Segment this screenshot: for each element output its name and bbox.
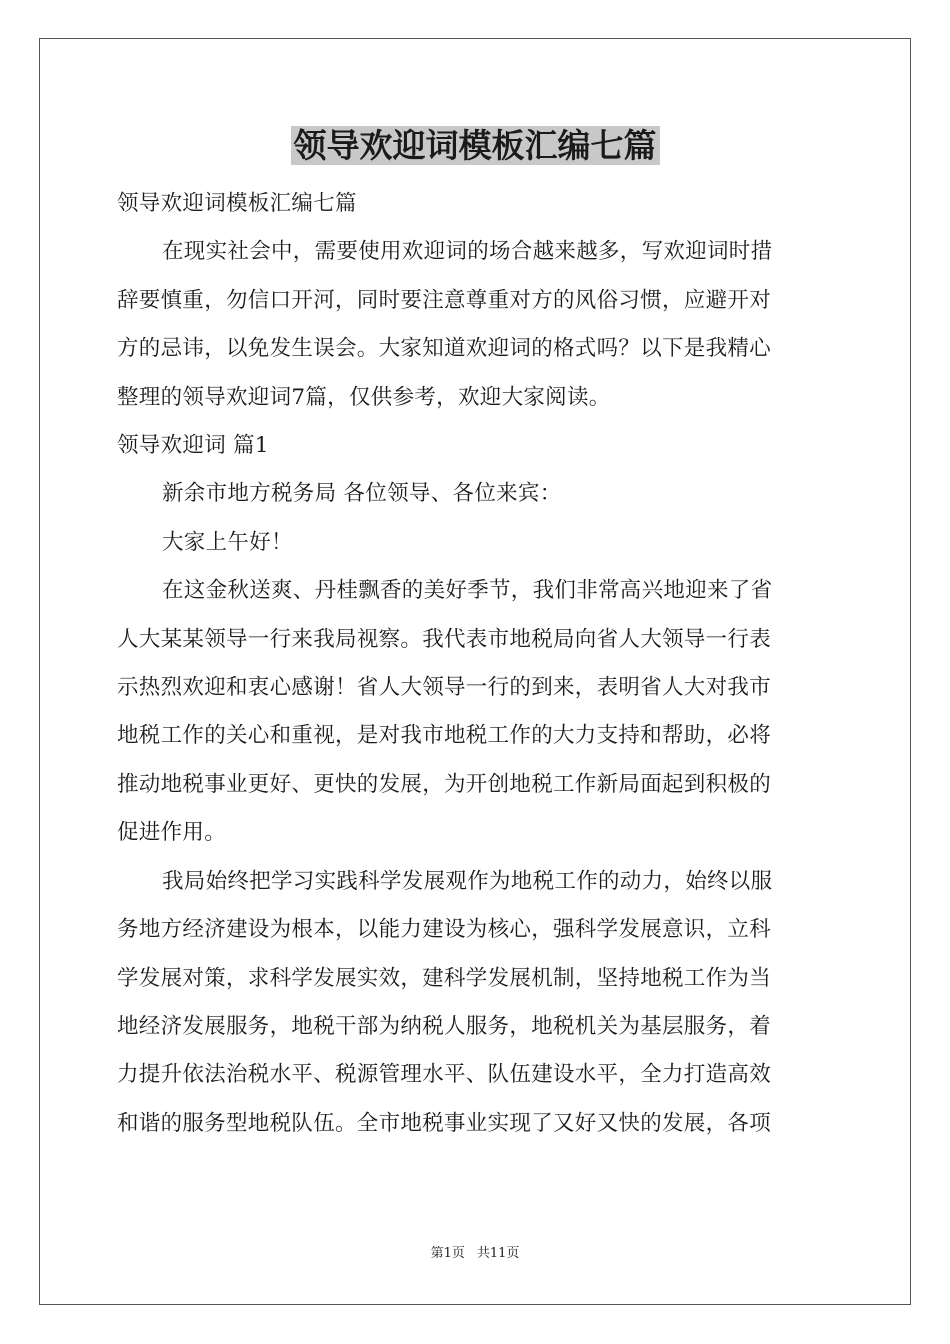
page-footer bbox=[0, 1244, 950, 1264]
paragraph-line: 力提升依法治税水平、税源管理水平、队伍建设水平，全力打造高效 bbox=[117, 1062, 772, 1088]
subtitle-line: 领导欢迎词模板汇编七篇 bbox=[117, 191, 357, 216]
greeting-line: 大家上午好！ bbox=[162, 529, 293, 555]
document-title bbox=[0, 122, 950, 170]
page-current: 第1页 bbox=[430, 1246, 465, 1261]
paragraph-line: 务地方经济建设为根本，以能力建设为核心，强科学发展意识，立科 bbox=[117, 917, 772, 943]
section-heading: 领导欢迎词 篇1 bbox=[117, 433, 269, 459]
page-total: 共11页 bbox=[476, 1246, 520, 1261]
intro-line: 整理的领导欢迎词7篇，仅供参考，欢迎大家阅读。 bbox=[117, 384, 611, 410]
intro-paragraph bbox=[117, 228, 833, 422]
paragraph-line: 我局始终把学习实践科学发展观作为地税工作的动力，始终以服 bbox=[162, 868, 773, 894]
salutation-line: 新余市地方税务局 各位领导、各位来宾： bbox=[162, 481, 562, 507]
paragraph-line: 人大某某领导一行来我局视察。我代表市地税局向省人大领导一行表 bbox=[117, 626, 772, 652]
paragraph-line: 在这金秋送爽、丹桂飘香的美好季节，我们非常高兴地迎来了省 bbox=[162, 578, 773, 604]
document-body bbox=[117, 180, 833, 1148]
paragraph-2 bbox=[117, 858, 833, 1148]
document-title-text: 领导欢迎词模板汇编七篇 bbox=[291, 126, 660, 165]
paragraph-line: 促进作用。 bbox=[117, 820, 227, 846]
paragraph-line: 和谐的服务型地税队伍。全市地税事业实现了又好又快的发展，各项 bbox=[117, 1110, 772, 1136]
paragraph-line: 推动地税事业更好、更快的发展，为开创地税工作新局面起到积极的 bbox=[117, 771, 772, 797]
paragraph-line: 地经济发展服务，地税干部为纳税人服务，地税机关为基层服务，着 bbox=[117, 1013, 772, 1039]
intro-line: 方的忌讳，以免发生误会。大家知道欢迎词的格式吗？以下是我精心 bbox=[117, 336, 772, 362]
intro-line: 辞要慎重，勿信口开河，同时要注意尊重对方的风俗习惯，应避开对 bbox=[117, 287, 772, 313]
paragraph-1 bbox=[117, 567, 833, 857]
paragraph-line: 地税工作的关心和重视，是对我市地税工作的大力支持和帮助，必将 bbox=[117, 723, 772, 749]
paragraph-line: 学发展对策，求科学发展实效，建科学发展机制，坚持地税工作为当 bbox=[117, 965, 772, 991]
paragraph-line: 示热烈欢迎和衷心感谢！省人大领导一行的到来，表明省人大对我市 bbox=[117, 675, 772, 701]
intro-line: 在现实社会中，需要使用欢迎词的场合越来越多，写欢迎词时措 bbox=[162, 239, 773, 265]
